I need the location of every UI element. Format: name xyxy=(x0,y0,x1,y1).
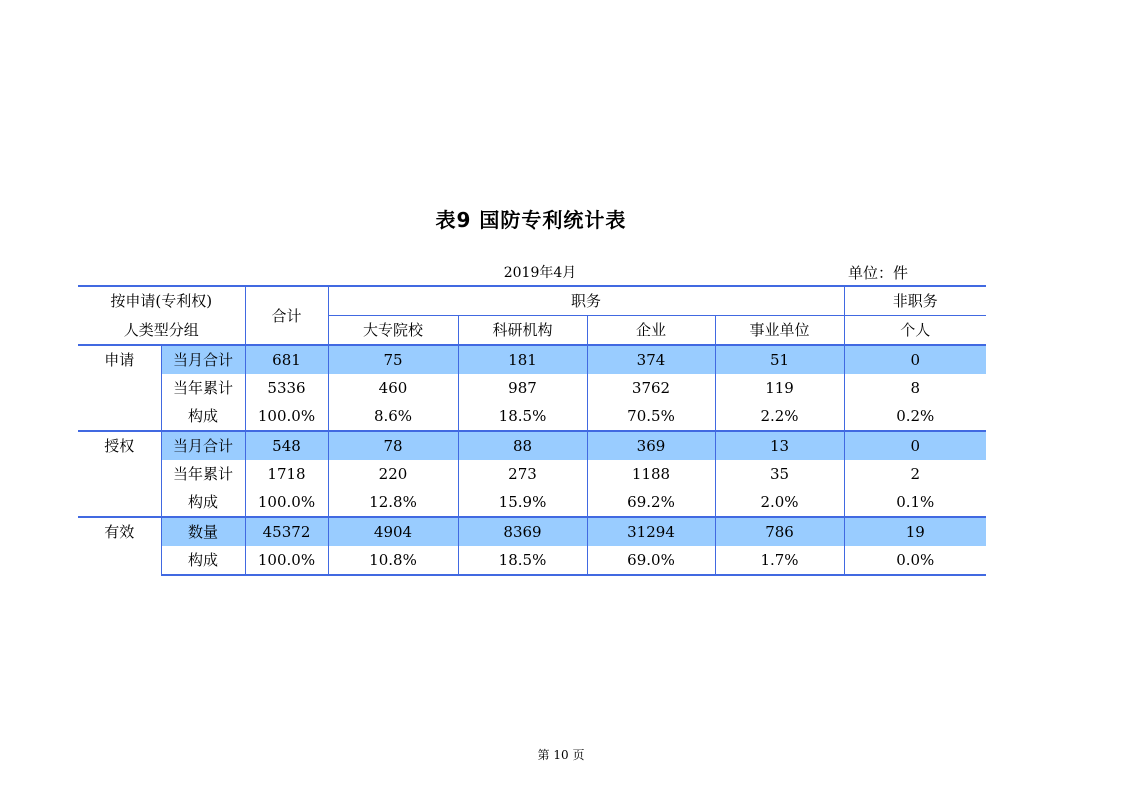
value-cell: 2.2% xyxy=(715,402,844,431)
sub-header: 科研机构 xyxy=(458,316,587,346)
header-row-1 xyxy=(78,286,986,316)
group-name: 申请 xyxy=(78,345,161,431)
value-cell: 10.8% xyxy=(328,546,458,575)
value-cell: 5336 xyxy=(245,374,328,402)
value-cell: 100.0% xyxy=(245,546,328,575)
value-cell: 100.0% xyxy=(245,402,328,431)
value-cell: 2.0% xyxy=(715,488,844,517)
value-cell: 51 xyxy=(715,345,844,374)
table-row xyxy=(78,517,986,546)
table-row xyxy=(78,345,986,374)
table-row xyxy=(78,431,986,460)
value-cell: 786 xyxy=(715,517,844,546)
table-row xyxy=(78,488,986,517)
value-cell: 181 xyxy=(458,345,587,374)
value-cell: 0 xyxy=(844,345,986,374)
value-cell: 1718 xyxy=(245,460,328,488)
row-label: 构成 xyxy=(161,546,245,575)
table-row xyxy=(78,402,986,431)
value-cell: 273 xyxy=(458,460,587,488)
table-title: 表9 国防专利统计表 xyxy=(435,208,627,232)
row-label: 数量 xyxy=(161,517,245,546)
service-header: 职务 xyxy=(328,286,844,316)
row-label: 构成 xyxy=(161,488,245,517)
group-name: 有效 xyxy=(78,517,161,575)
value-cell: 460 xyxy=(328,374,458,402)
group-header-line1: 按申请(专利权) xyxy=(78,286,245,316)
value-cell: 374 xyxy=(587,345,715,374)
sub-header: 个人 xyxy=(900,321,931,339)
value-cell: 88 xyxy=(458,431,587,460)
value-cell: 19 xyxy=(844,517,986,546)
value-cell: 4904 xyxy=(328,517,458,546)
value-cell: 8.6% xyxy=(328,402,458,431)
value-cell: 0.2% xyxy=(896,407,935,425)
value-cell: 69.2% xyxy=(587,488,715,517)
page-number: 第 10 页 xyxy=(537,748,585,762)
value-cell: 18.5% xyxy=(458,402,587,431)
value-cell: 70.5% xyxy=(587,402,715,431)
sub-header: 大专院校 xyxy=(328,316,458,346)
value-cell: 45372 xyxy=(245,517,328,546)
patent-statistics-table xyxy=(78,285,986,576)
value-cell: 15.9% xyxy=(458,488,587,517)
value-cell: 369 xyxy=(587,431,715,460)
value-cell: 100.0% xyxy=(245,488,328,517)
value-cell: 548 xyxy=(245,431,328,460)
value-cell: 12.8% xyxy=(328,488,458,517)
value-cell: 78 xyxy=(328,431,458,460)
value-cell: 35 xyxy=(715,460,844,488)
value-cell: 987 xyxy=(458,374,587,402)
row-label: 当年累计 xyxy=(161,374,245,402)
value-cell: 220 xyxy=(328,460,458,488)
row-label: 构成 xyxy=(161,402,245,431)
value-cell: 18.5% xyxy=(458,546,587,575)
header-row-2 xyxy=(78,316,986,346)
row-label: 当月合计 xyxy=(161,345,245,374)
value-cell: 75 xyxy=(328,345,458,374)
total-header: 合计 xyxy=(245,286,328,345)
value-cell: 8369 xyxy=(458,517,587,546)
value-cell: 0.0% xyxy=(844,546,986,575)
group-name: 授权 xyxy=(78,431,161,517)
value-cell: 13 xyxy=(715,431,844,460)
table-row xyxy=(78,460,986,488)
value-cell: 2 xyxy=(910,465,921,483)
value-cell: 8 xyxy=(910,379,921,397)
value-cell: 69.0% xyxy=(587,546,715,575)
value-cell: 1.7% xyxy=(715,546,844,575)
value-cell: 681 xyxy=(245,345,328,374)
value-cell: 3762 xyxy=(587,374,715,402)
table-row xyxy=(78,546,986,575)
value-cell: 1188 xyxy=(587,460,715,488)
value-cell: 31294 xyxy=(587,517,715,546)
report-date: 2019年4月 xyxy=(503,265,577,281)
sub-header: 事业单位 xyxy=(715,316,844,346)
unit-label: 单位：件 xyxy=(848,264,909,282)
group-header-line2: 人类型分组 xyxy=(78,316,245,346)
sub-header: 企业 xyxy=(587,316,715,346)
value-cell: 0.1% xyxy=(896,493,935,511)
value-cell: 0 xyxy=(844,431,986,460)
table-row xyxy=(78,374,986,402)
row-label: 当月合计 xyxy=(161,431,245,460)
row-label: 当年累计 xyxy=(161,460,245,488)
value-cell: 119 xyxy=(715,374,844,402)
non-service-header: 非职务 xyxy=(844,286,986,316)
